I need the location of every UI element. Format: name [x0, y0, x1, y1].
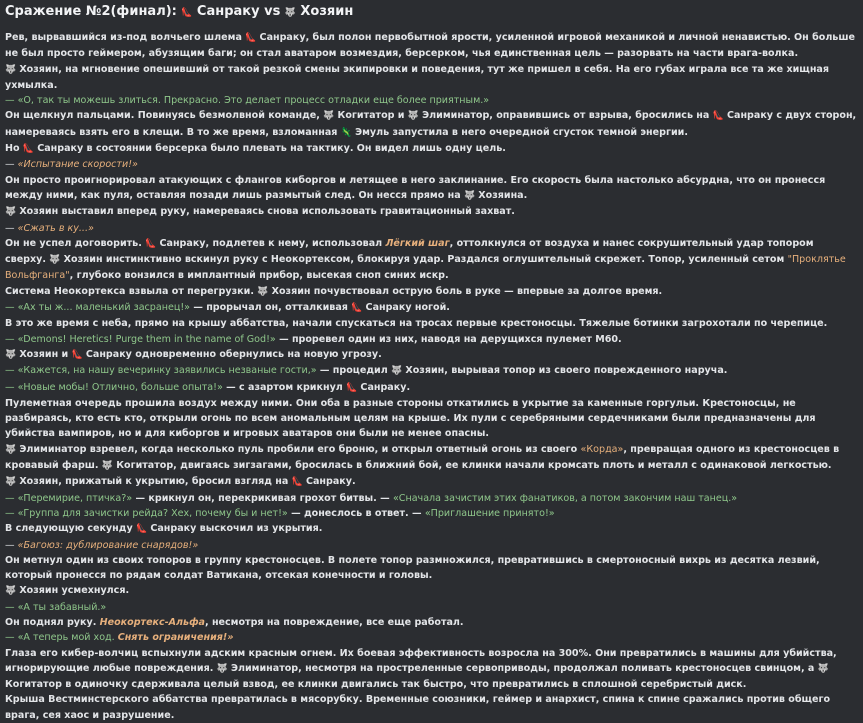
text-segment: Хозяин инстинктивно вскинул руку с Неокортексом, блокируя удар. Раздался оглушительный скрежет. Топор, усиленный сетом	[60, 254, 788, 266]
text-segment: Хозяин усмехнулся.	[16, 585, 130, 597]
wolf-icon: 🐺	[391, 366, 403, 377]
paragraph	[5, 692, 857, 723]
italic-text: «Багоюз: дублирование снарядов!»	[17, 539, 199, 551]
text-segment: Санраку выскочил из укрытия.	[147, 523, 323, 535]
quote-text: — «Группа для зачистки рейда? Хех, почему бы и нет!»	[5, 507, 288, 519]
paragraph	[5, 363, 857, 379]
italic-text: «Испытание скорости!»	[17, 159, 138, 171]
paragraph	[5, 630, 857, 645]
text-segment: Крыша Вестминстерского аббатства превратилась в мясорубку. Временные союзники, геймер и анархист, спина к спине сражались против общего врага, сея хаос и разрушение.	[5, 694, 831, 721]
text-segment: Санраку.	[357, 381, 411, 393]
quote-text: «Сначала зачистим этих фанатиков, а потом закончим наш танец.»	[392, 492, 738, 504]
quote-text: — «Кажется, на нашу вечеринку заявились незваные гости,»	[5, 365, 317, 377]
text-segment: , глубоко вонзился в имплантный прибор, высекая сноп синих искр.	[69, 270, 449, 282]
text-segment: Он не успел договорить.	[5, 237, 146, 249]
boot-icon: 👠	[291, 477, 303, 488]
text-segment: Санраку с двух сторон, намереваясь взять его в клещи. В то же время, взломанная	[5, 110, 857, 138]
text-segment: Элиминатор взревел, когда несколько пуль пробили его броню, и открыл ответный огонь из своего	[16, 443, 581, 455]
text-segment: Санраку в состоянии берсерка было плевать на тактику. Он видел лишь одну цель.	[33, 143, 506, 155]
paragraph	[5, 347, 857, 363]
wolf-icon: 🐺	[817, 663, 829, 674]
boot-icon: 👠	[245, 33, 257, 43]
highlight-text: «Корда»	[580, 443, 624, 455]
paragraph	[5, 332, 857, 347]
paragraph	[5, 491, 857, 506]
paragraph	[5, 442, 857, 475]
wolf-icon: 🐺	[101, 461, 114, 472]
boot-icon: 👠	[71, 349, 83, 360]
paragraph	[5, 204, 857, 220]
text-segment: — донеслось в ответ. —	[287, 507, 425, 519]
wolf-icon: 🐺	[407, 111, 420, 122]
quote-text: — «Demons! Heretics! Purge them in the name of God!»	[5, 333, 276, 345]
paragraph	[5, 474, 857, 490]
paragraph	[5, 646, 857, 693]
text-segment: Хозяин, на мгновение опешивший от такой резкой смены экипировки и поведения, тут же пришел в себя. На его губах играла все та же хищная ухмылка.	[5, 63, 830, 91]
text-segment: Он щелкнул пальцами. Повинуясь безмолвной команде,	[5, 110, 324, 122]
text-segment: Санраку, подлетев к нему, использовал	[156, 237, 386, 249]
wolf-icon: 🐺	[5, 64, 17, 75]
text-segment: Он поднял руку.	[5, 616, 100, 628]
text-segment: —	[5, 539, 18, 551]
boot-icon: 👠	[346, 382, 358, 393]
text-segment: Когитатор, двигаясь зигзагами, бросилась в ближний бой, ее клинки начали кромсать плоть и металл с одинаковой легкостью.	[112, 460, 832, 472]
italic-text: Снять ограничения!»	[117, 632, 234, 644]
text-segment: Хозяин выставил вперед руку, намереваясь снова использовать гравитационный захват.	[16, 206, 515, 218]
boot-icon: 👠	[351, 303, 363, 314]
text-segment: Хозяин и	[16, 348, 72, 360]
paragraph	[5, 221, 857, 236]
boot-icon: 👠	[145, 238, 157, 249]
wolf-icon: 🐺	[5, 207, 17, 218]
paragraph	[5, 538, 857, 553]
text-segment: Пулеметная очередь прошила воздух между ними. Они оба в разные стороны откатились в укрытие за каменные горгульи. Крестоносцы, не разбираясь, кто есть кто, открыли огонь по всем аномальным целям на крыше. Их пули с серебряными сердечниками были предназначены для убийства вампиров, но и для киборгов и игровых аватаров они были не менее опасны.	[5, 397, 816, 440]
text-segment: Санраку.	[302, 476, 356, 488]
text-segment: Элиминатор, оправившись от взрыва, бросились на	[418, 110, 713, 122]
text-segment: — «О, так ты можешь злиться. Прекрасно. Это делает процесс отладки еще более приятным.»	[5, 95, 490, 107]
text-segment: —	[5, 222, 18, 234]
wolf-icon: 🐺	[257, 286, 269, 297]
paragraph	[5, 600, 857, 615]
title-middle: Санраку vs	[192, 4, 285, 19]
italic-text: Лёгкий шаг	[385, 237, 450, 249]
wolf-icon: 🐺	[463, 190, 476, 201]
page-title	[5, 4, 857, 21]
paragraph	[5, 583, 857, 599]
text-segment: Санраку, был полон первобытной ярости, усиленной игровой механикой и личной ненавистью. Он больше не был просто геймером, абузящим баги; он стал аватаром возмездия, берсерком, чья единственная цель — разорвать на части врага-волка.	[5, 32, 855, 60]
text-segment: , несмотря на повреждение, все еще работал.	[205, 616, 464, 628]
text-segment: Он метнул один из своих топоров в группу крестоносцев. В полете топор размножился, превратившись в смертоносный вихрь из десятка лезвий, который пронесся по рядам солдат Ватикана, отсекая конечности и головы.	[5, 554, 820, 582]
text-segment: Рев, вырвавшийся из-под волчьего шлема	[5, 32, 246, 43]
paragraph	[5, 615, 857, 630]
text-segment: Система Неокортекса взвыла от перегрузки.	[5, 285, 258, 297]
italic-text: «Сжать в ку...»	[17, 222, 94, 234]
text-segment: Хозяина.	[474, 189, 528, 201]
text-segment: Санраку одновременно обернулись на новую угрозу.	[82, 348, 382, 360]
text-segment: — прорычал он, отталкивая	[190, 302, 352, 314]
text-segment: —	[5, 159, 18, 171]
paragraph	[5, 521, 857, 537]
text-segment: Глаза его кибер-волчиц вспыхнули адским красным огнем. Их боевая эффективность возросла на 300%. Они превратились в машины для убийства, игнорирующие любые повреждения.	[5, 647, 837, 674]
text-segment: — «А ты забавный.»	[5, 601, 107, 613]
wolf-icon: 🐺	[323, 111, 335, 122]
wolf-icon: 🐺	[5, 477, 17, 488]
text-segment: Но	[5, 143, 23, 155]
boot-icon: 👠	[712, 111, 724, 122]
text-segment: — с азартом крикнул	[222, 381, 347, 393]
italic-text: Неокортекс-Альфа	[99, 616, 205, 628]
quote-text: — «Перемирие, птичка?»	[5, 492, 133, 504]
paragraph	[5, 236, 857, 284]
paragraph	[5, 157, 857, 172]
text-segment: В это же время с неба, прямо на крышу аббатства, начали спускаться на тросах первые крестоносцы. Тяжелые ботинки загрохотали по черепице.	[5, 318, 828, 330]
paragraph	[5, 173, 857, 205]
text-segment: Он просто проигнорировал атакующих с флангов киборгов и летящее в него заклинание. Его скорость была настолько абсурдна, что он пронесся между ними, как пуля, оставляя позади лишь размытый след. Он несся прямо на	[5, 174, 826, 201]
wolf-icon: 🐺	[5, 444, 17, 455]
paragraph	[5, 284, 857, 300]
paragraph	[5, 553, 857, 584]
text-segment: Хозяин, вырывая топор из своего поврежденного наруча.	[402, 365, 728, 377]
paragraph	[5, 380, 857, 396]
paragraph	[5, 93, 857, 108]
text-segment: Элиминатор, несмотря на простреленные сервоприводы, продолжал поливать крестоносцев свинцом, а	[227, 662, 818, 674]
text-segment: Хозяин почувствовал острую боль в руке — впервые за долгое время.	[268, 285, 663, 297]
paragraph	[5, 300, 857, 316]
wolf-icon: 🐺	[284, 8, 297, 18]
paragraph	[5, 141, 857, 157]
text-segment: , превращая одного из крестоносцев в кровавый фарш.	[5, 443, 840, 472]
paragraph	[5, 30, 857, 62]
text-segment: Когитатор в одиночку сдерживала целый взвод, ее клинки двигались так быстро, что превратились в сплошной серебристый диск.	[5, 679, 747, 691]
wolf-icon: 🐺	[216, 663, 228, 674]
wolf-icon: 🐺	[5, 349, 17, 360]
text-segment: В следующую секунду	[5, 523, 137, 535]
title-prefix: Сражение №2(финал):	[5, 4, 182, 19]
document-body	[5, 30, 857, 723]
highlight-text: "Проклятье Вольфганга"	[5, 254, 846, 282]
text-segment: Когитатор и	[334, 110, 408, 122]
lizard-icon: 🦎	[340, 127, 352, 138]
text-segment: Эмуль запустила в него очередной сгусток темной энергии.	[351, 126, 688, 138]
quote-text: «Приглашение принято!»	[424, 507, 555, 519]
boot-icon: 👠	[136, 524, 148, 535]
paragraph	[5, 316, 857, 331]
text-segment: Санраку ногой.	[362, 302, 450, 314]
quote-text: — «Ах ты ж... маленький засранец!»	[5, 302, 190, 314]
wolf-icon: 🐺	[5, 586, 17, 597]
wolf-icon: 🐺	[49, 255, 61, 266]
paragraph	[5, 396, 857, 442]
quote-text: — «Новые мобы! Отлично, больше опыта!»	[5, 381, 223, 393]
paragraph	[5, 108, 857, 141]
text-segment: , оттолкнулся от воздуха и нанес сокрушительный удар топором сверху.	[5, 237, 814, 266]
text-segment: — процедил	[316, 365, 392, 377]
text-segment: Хозяин, прижатый к укрытию, бросил взгляд на	[16, 476, 292, 488]
boot-icon: 👠	[22, 144, 35, 155]
boot-icon: 👠	[181, 8, 193, 18]
text-segment: — крикнул он, перекрикивая грохот битвы. —	[132, 492, 393, 504]
quote-text: — «А теперь мой ход.	[5, 632, 118, 644]
text-segment: — проревел один из них, наводя на дерущихся пулемет М60.	[275, 333, 622, 345]
paragraph	[5, 62, 857, 94]
paragraph	[5, 506, 857, 521]
title-suffix: Хозяин	[295, 4, 354, 19]
